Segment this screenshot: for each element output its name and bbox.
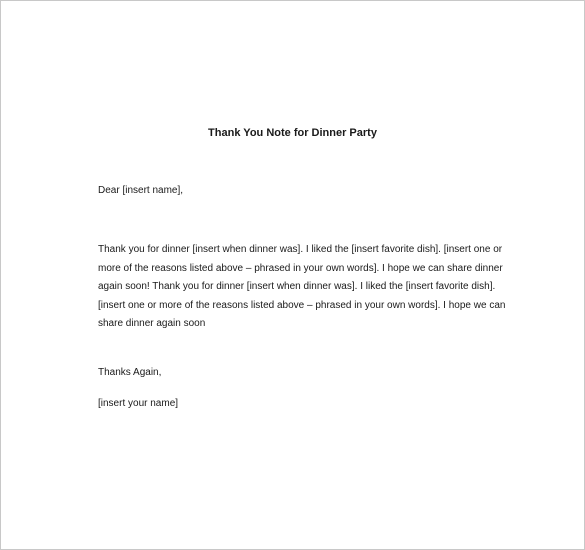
body-paragraph [98, 241, 505, 334]
document-title: Thank You Note for Dinner Party [208, 127, 377, 139]
body-line: share dinner again soon [98, 318, 206, 329]
closing: Thanks Again, [98, 367, 162, 378]
salutation: Dear [insert name], [98, 185, 184, 196]
signature: [insert your name] [98, 398, 179, 409]
body-line: [insert one or more of the reasons listed above – phrased in your own words]. I hope we can [98, 299, 506, 311]
body-line: more of the reasons listed above – phrased in your own words]. I hope we can share dinner [98, 262, 503, 274]
body-line: again soon! Thank you for dinner [insert when dinner was]. I liked the [insert favorite dish]. [98, 281, 496, 292]
body-line: Thank you for dinner [insert when dinner was]. I liked the [insert favorite dish]. [insert one or [98, 244, 503, 255]
